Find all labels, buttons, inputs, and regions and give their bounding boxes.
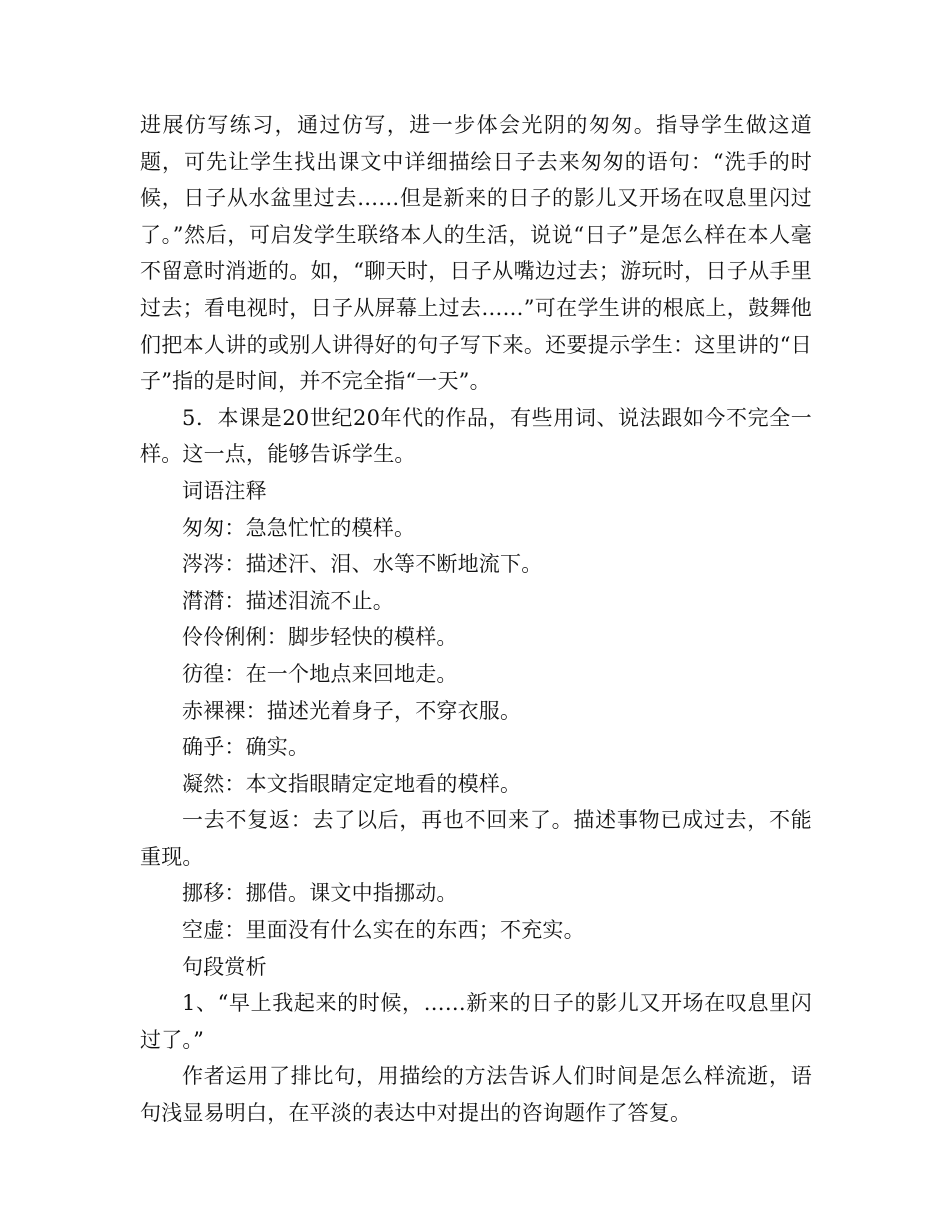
vocab-chiluoluo: 赤裸裸：描述光着身子，不穿衣服。 (182, 698, 522, 723)
vocab-nuoyi: 挪移：挪借。课文中指挪动。 (182, 881, 458, 906)
vocab-linglingli: 伶伶俐俐：脚步轻快的模样。 (182, 625, 458, 650)
analysis-quote-1: 1、“早上我起来的时候，……新来的日子的影儿又开场在叹息里闪过了。” (140, 991, 812, 1052)
heading-sentence-analysis: 句段赏析 (182, 954, 267, 979)
paragraph-note-5: 5．本课是20世纪20年代的作品，有些用词、说法跟如今不完全一样。这一点，能够告诉学生。 (140, 405, 812, 467)
vocab-shanshan: 潸潸：描述泪流不止。 (182, 588, 394, 613)
vocab-ningran: 凝然：本文指眼睛定定地看的模样。 (182, 771, 522, 796)
paragraph-imitation-writing: 进展仿写练习，通过仿写，进一步体会光阴的匆匆。指导学生做这道题，可先让学生找出课文中详细描绘日子去来匆匆的语句：“洗手的时候，日子从水盆里过去……但是新来的日子的影儿又开场在叹息里闪过了。”然后，可启发学生联络本人的生活，说说“日子”是怎么样在本人毫不留意时消逝的。如，“聊天时，日子从嘴边过去；游玩时，日子从手里过去；看电视时，日子从屏幕上过去……”可在学生讲的根底上，鼓舞他们把本人讲的或别人讲得好的句子写下来。还要提示学生：这里讲的“日子”指的是时间，并不完全指“一天”。 (140, 113, 812, 394)
heading-vocabulary-notes: 词语注释 (182, 478, 267, 503)
vocab-quehu: 确乎：确实。 (182, 735, 310, 760)
vocab-yiqubufufan: 一去不复返：去了以后，再也不回来了。描述事物已成过去，不能重现。 (140, 808, 812, 869)
vocab-kongxu: 空虚：里面没有什么实在的东西；不充实。 (182, 918, 585, 943)
vocab-panghuang: 彷徨：在一个地点来回地走。 (182, 661, 458, 686)
document-page (140, 107, 812, 1132)
analysis-explanation-1: 作者运用了排比句，用描绘的方法告诉人们时间是怎么样流逝，语句浅显易明白，在平淡的表达中对提出的咨询题作了答复。 (140, 1064, 812, 1126)
vocab-congcong: 匆匆：急急忙忙的模样。 (182, 515, 416, 540)
vocab-cencen: 涔涔：描述汗、泪、水等不断地流下。 (182, 552, 543, 577)
